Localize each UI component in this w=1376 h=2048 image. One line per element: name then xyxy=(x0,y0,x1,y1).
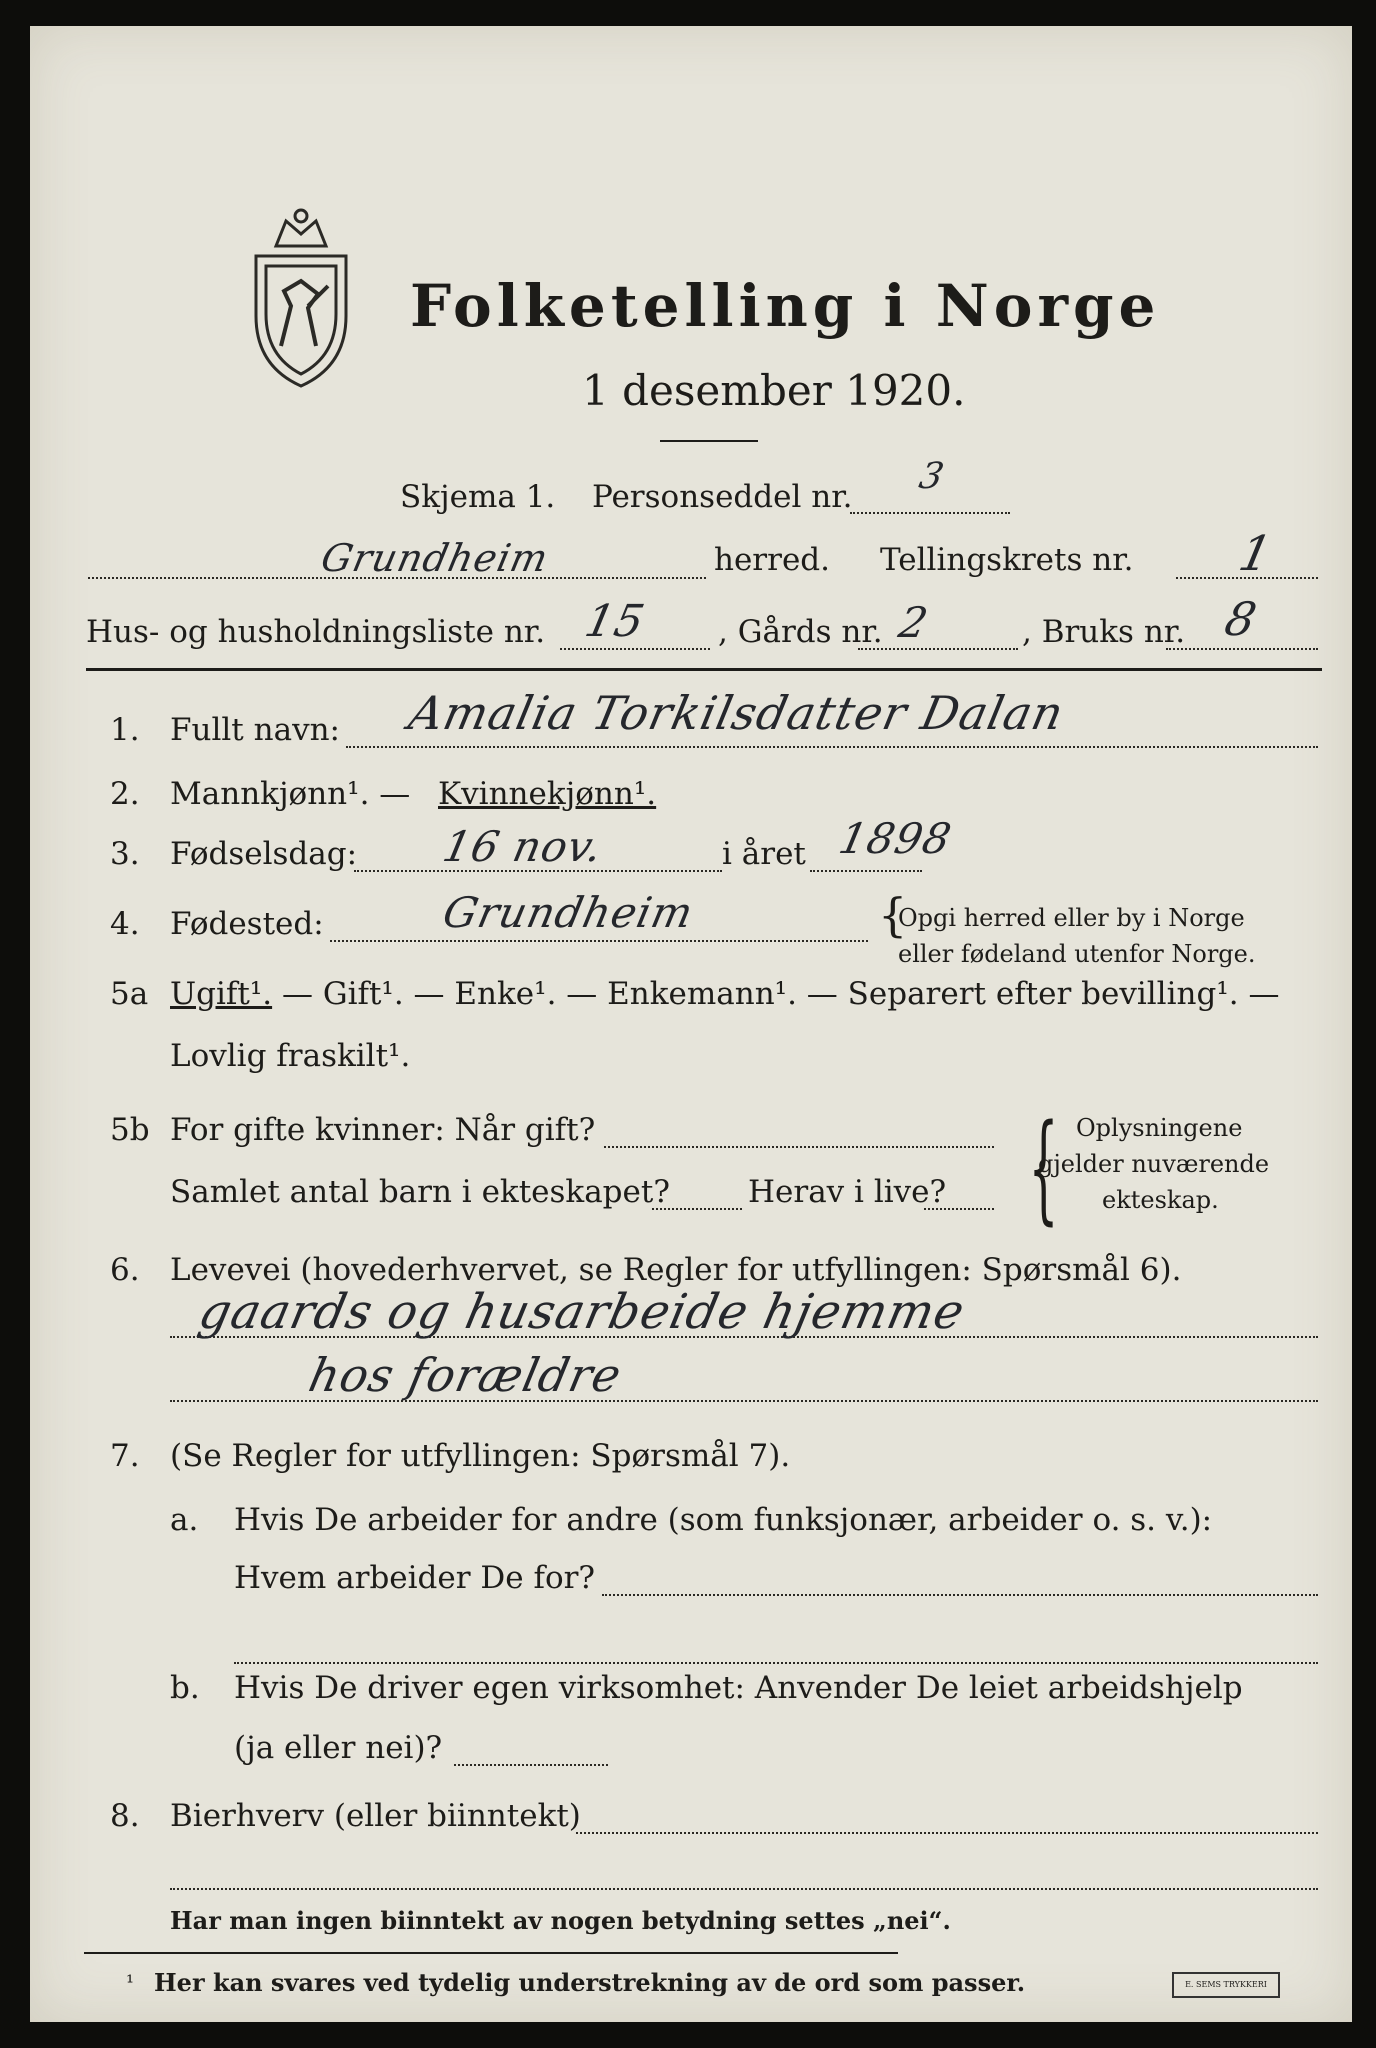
title-divider xyxy=(660,440,758,442)
husholdningsliste-label: Hus- og husholdningsliste nr. xyxy=(86,614,546,650)
q7a-employer-label: Hvem arbeider De for? xyxy=(234,1560,596,1596)
q7-number: 7. xyxy=(110,1438,140,1474)
tellingskrets-value[interactable]: 1 xyxy=(1234,526,1278,582)
census-form-sheet xyxy=(30,26,1352,2022)
q7-label: (Se Regler for utfyllingen: Spørsmål 7). xyxy=(170,1438,791,1474)
q5b-note-line2: gjelder nuværende xyxy=(1038,1150,1270,1178)
birth-year-value[interactable]: 1898 xyxy=(834,814,957,863)
occupation-value-line2[interactable]: hos forældre xyxy=(304,1348,627,1402)
q5a-fraskilt-option[interactable]: Lovlig fraskilt¹. xyxy=(170,1038,411,1074)
footnote-text: Her kan svares ved tydelig understrekning av de ord som passer. xyxy=(154,1968,1026,1997)
q7b-help-line xyxy=(454,1764,608,1766)
q7a-extra-line xyxy=(234,1662,1318,1664)
herred-value[interactable]: Grundheim xyxy=(317,536,553,580)
q7a-letter: a. xyxy=(170,1502,199,1538)
q5b-alive-label: Herav i live? xyxy=(748,1174,947,1210)
q3-year-line xyxy=(810,870,922,872)
q6-number: 6. xyxy=(110,1252,140,1288)
q8-note: Har man ingen biinntekt av nogen betydning settes „nei“. xyxy=(170,1906,951,1935)
form-title: Folketelling i Norge xyxy=(410,272,1161,340)
q5b-note-line1: Oplysningene xyxy=(1076,1114,1243,1142)
q5a-ugift-option[interactable]: Ugift¹. xyxy=(170,976,273,1012)
q1-line xyxy=(346,746,1318,748)
q3-year-label: i året xyxy=(722,836,806,872)
q5a-other-options[interactable]: — Gift¹. — Enke¹. — Enkemann¹. — Separert efter bevilling¹. — xyxy=(272,976,1280,1012)
gards-value[interactable]: 2 xyxy=(894,598,933,647)
footnote-divider xyxy=(84,1952,898,1954)
q6-label: Levevei (hovederhvervet, se Regler for utfyllingen: Spørsmål 6). xyxy=(170,1252,1182,1288)
q2-kvinne-option[interactable]: Kvinnekjønn¹. xyxy=(438,776,657,812)
q1-number: 1. xyxy=(110,712,140,748)
q8-number: 8. xyxy=(110,1798,140,1834)
q5b-children-line xyxy=(652,1208,742,1210)
personseddel-value[interactable]: 3 xyxy=(915,456,949,497)
gards-line xyxy=(858,648,1018,650)
q8-line2 xyxy=(170,1888,1318,1890)
husholdningsliste-value[interactable]: 15 xyxy=(580,596,650,647)
q5a-number: 5a xyxy=(110,976,149,1012)
bruks-line xyxy=(1166,648,1318,650)
q2-mann-option[interactable]: Mannkjønn¹. — xyxy=(170,776,411,812)
birthday-value[interactable]: 16 nov. xyxy=(438,822,608,871)
q5b-note-line3: ekteskap. xyxy=(1102,1186,1219,1214)
census-date: 1 desember 1920. xyxy=(582,366,966,415)
q5b-number: 5b xyxy=(110,1112,150,1148)
gards-label: , Gårds nr. xyxy=(718,614,883,650)
herred-label: herred. xyxy=(714,542,830,578)
q3-label: Fødselsdag: xyxy=(170,836,358,872)
q5b-children-label: Samlet antal barn i ekteskapet? xyxy=(170,1174,670,1210)
q5a-options xyxy=(170,976,1279,1012)
birthplace-value[interactable]: Grundheim xyxy=(438,888,698,937)
header-divider xyxy=(86,668,1322,671)
q7b-letter: b. xyxy=(170,1670,200,1706)
occupation-value-line1[interactable]: gaards og husarbeide hjemme xyxy=(194,1284,970,1340)
q7b-line1: Hvis De driver egen virksomhet: Anvender De leiet arbeidshjelp xyxy=(234,1670,1243,1706)
personseddel-label: Personseddel nr. xyxy=(592,479,853,515)
skjema-label: Skjema 1. xyxy=(400,479,556,515)
bruks-value[interactable]: 8 xyxy=(1220,592,1263,646)
bruks-label: , Bruks nr. xyxy=(1022,614,1186,650)
q7a-line1: Hvis De arbeider for andre (som funksjonær, arbeider o. s. v.): xyxy=(234,1502,1213,1538)
q5b-when-married-label: For gifte kvinner: Når gift? xyxy=(170,1112,596,1148)
q8-line1 xyxy=(576,1832,1318,1834)
husholdningsliste-line xyxy=(560,648,710,650)
q4-note-line1: Opgi herred eller by i Norge xyxy=(898,904,1245,932)
q5b-when-married-line xyxy=(604,1146,994,1148)
q4-note-line2: eller fødeland utenfor Norge. xyxy=(898,940,1256,968)
q5b-note-brace: { xyxy=(1028,1098,1059,1236)
q4-line xyxy=(330,940,868,942)
q8-label: Bierhverv (eller biinntekt) xyxy=(170,1798,581,1834)
q2-number: 2. xyxy=(110,776,140,812)
full-name-value[interactable]: Amalia Torkilsdatter Dalan xyxy=(404,686,1069,740)
printer-stamp: E. SEMS TRYKKERI xyxy=(1172,1972,1280,1998)
footnote-mark: ¹ xyxy=(126,1970,135,1994)
q7a-employer-line xyxy=(602,1594,1318,1596)
tellingskrets-label: Tellingskrets nr. xyxy=(880,542,1134,578)
norway-coat-of-arms-icon xyxy=(246,206,356,391)
q1-label: Fullt navn: xyxy=(170,712,340,748)
q4-label: Fødested: xyxy=(170,906,324,942)
q4-note-brace: { xyxy=(878,888,908,942)
q4-number: 4. xyxy=(110,906,140,942)
q5b-alive-line xyxy=(924,1208,994,1210)
personseddel-line xyxy=(850,512,1010,514)
q7b-help-label: (ja eller nei)? xyxy=(234,1730,443,1766)
q3-number: 3. xyxy=(110,836,140,872)
